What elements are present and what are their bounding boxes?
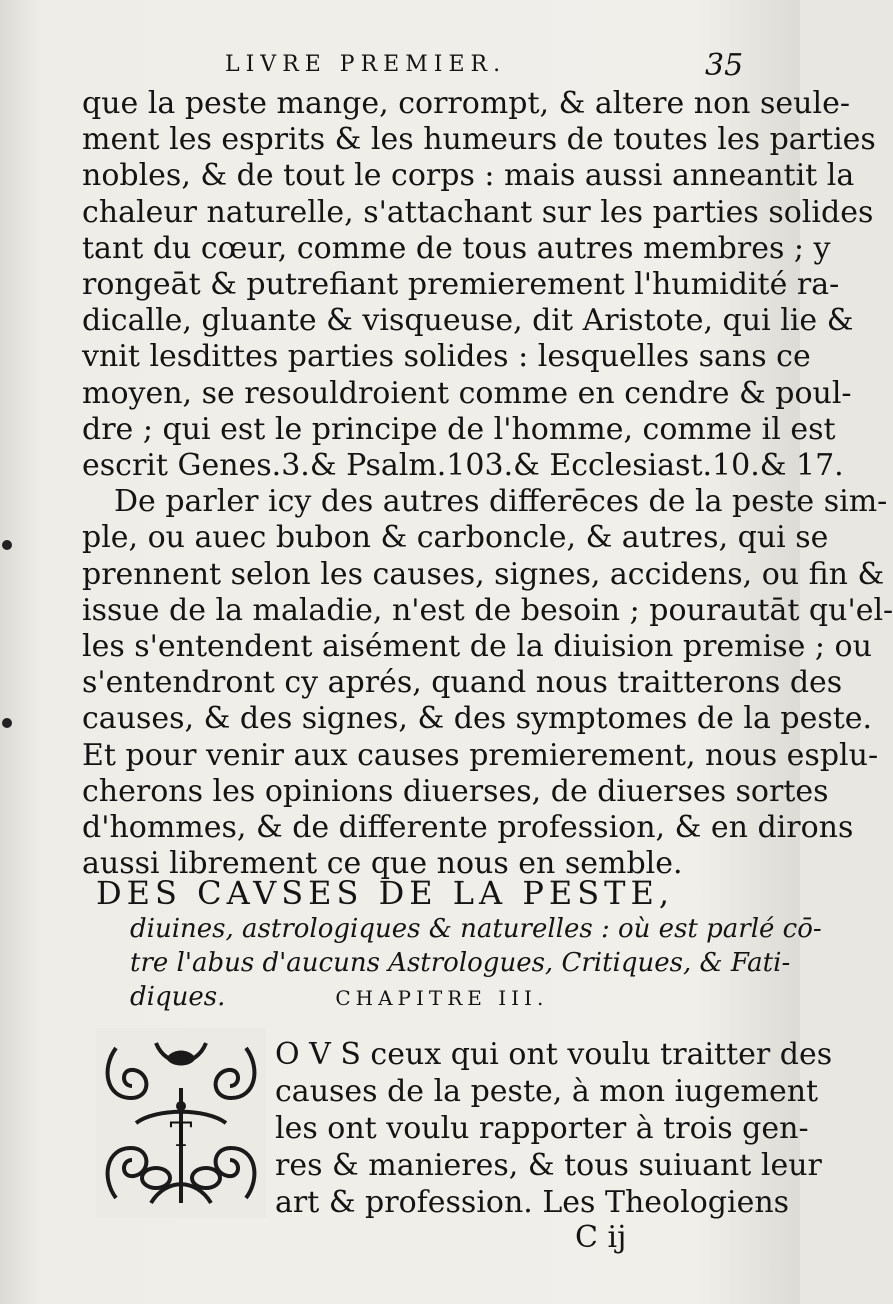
chapter-subtitle	[96, 912, 822, 1015]
body-text	[82, 86, 893, 882]
binding-hole	[2, 540, 12, 550]
text-line: causes, & des signes, & des symptomes de la peste.	[82, 701, 873, 737]
ornament-initial-icon	[96, 1028, 266, 1218]
text-line: Et pour venir aux causes premierement, nous esplu-	[82, 737, 879, 773]
subtitle-last-line: diques.	[130, 982, 226, 1012]
subtitle-line	[130, 980, 746, 1015]
text-line: les ont voulu rapporter à trois gen-	[275, 1111, 809, 1146]
paragraph-1	[82, 86, 876, 484]
initial-letter: T	[169, 1115, 193, 1155]
page-header	[0, 48, 800, 82]
text-line: prennent selon les causes, signes, accidens, ou fin &	[82, 556, 885, 592]
text-line: s'entendront cy aprés, quand nous traitterons des	[82, 665, 843, 701]
text-line: chaleur naturelle, s'attachant sur les parties solides	[82, 194, 874, 230]
text-line: que la peste mange, corrompt, & altere non seule-	[82, 86, 850, 121]
text-line: aussi librement ce que nous en semble.	[82, 846, 683, 882]
text-line: res & manieres, & tous suiuant leur	[275, 1148, 822, 1183]
text-line: tant du cœur, comme de tous autres membres ; y	[82, 230, 831, 266]
text-line: issue de la maladie, n'est de besoin ; pourautāt qu'el-	[82, 592, 893, 628]
text-line: dre ; qui est le principe de l'homme, comme il est	[82, 411, 836, 447]
chapter-body	[275, 1036, 833, 1221]
running-head: LIVRE PREMIER.	[225, 52, 507, 77]
text-line: De parler icy des autres differēces de la peste sim-	[114, 484, 888, 520]
text-line: escrit Genes.3.& Psalm.103.& Ecclesiast.10.& 17.	[82, 448, 844, 484]
text-line: d'hommes, & de differente profession, & en dirons	[82, 810, 854, 846]
text-line: art & profession. Les Theologiens	[275, 1185, 790, 1220]
text-line: vnit lesdittes parties solides : lesquelles sans ce	[82, 339, 811, 375]
signature-mark: C ij	[575, 1220, 627, 1255]
text-line: ment les esprits & les humeurs de toutes les parties	[82, 122, 876, 158]
subtitle-line: tre l'abus d'aucuns Astrologues, Critiques, & Fati-	[130, 948, 791, 978]
text-line: O V S ceux qui ont voulu traitter des	[275, 1037, 833, 1072]
decorated-initial	[96, 1028, 266, 1218]
text-line: dicalle, gluante & visqueuse, dit Aristote, qui lie &	[82, 303, 854, 339]
page-number: 35	[705, 48, 744, 83]
text-line: causes de la peste, à mon iugement	[275, 1074, 819, 1109]
text-line: moyen, se resouldroient comme en cendre & poul-	[82, 375, 852, 411]
text-line: rongeāt & putrefiant premierement l'humidité ra-	[82, 267, 840, 303]
chapter-heading	[96, 874, 822, 1015]
chapter-number: CHAPITRE III.	[335, 986, 549, 1010]
binding-hole	[2, 718, 12, 728]
chapter-title: DES CAVSES DE LA PESTE,	[96, 874, 674, 912]
text-line: cherons les opinions diuerses, de diuerses sortes	[82, 773, 829, 809]
text-line: les s'entendent aisément de la diuision premise ; ou	[82, 629, 872, 665]
subtitle-line: diuines, astrologiques & naturelles : où est parlé cō-	[130, 914, 822, 944]
text-line: nobles, & de tout le corps : mais aussi anneantit la	[82, 158, 855, 194]
paragraph-2	[82, 484, 893, 882]
text-line: ple, ou auec bubon & carboncle, & autres, qui se	[82, 520, 829, 556]
